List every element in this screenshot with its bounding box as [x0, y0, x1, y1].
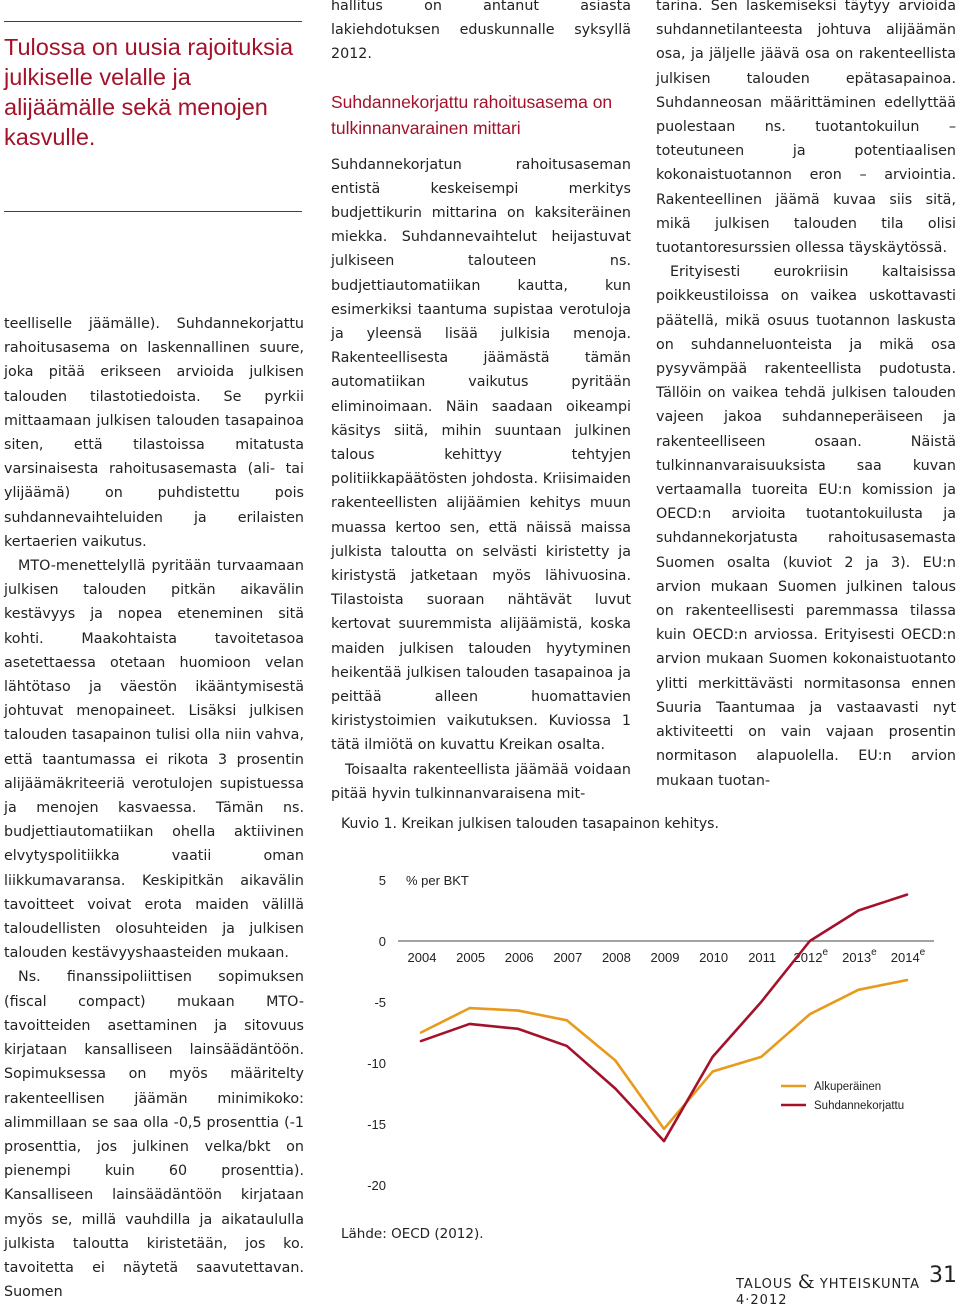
x-tick-label: 2005 [456, 950, 486, 965]
col2-paragraph-3: Toisaalta rakenteellista jäämää voidaan pitää hyvin tulkinnanvaraisena mit- [331, 761, 631, 802]
journal-footer [736, 1271, 960, 1308]
figure-caption: Kuvio 1. Kreikan julkisen talouden tasapainon kehitys. [341, 816, 719, 832]
col2-paragraph-2: Suhdannekorjatun rahoitusaseman entistä keskeisempi merkitys budjettikurin mittarina on kaksiteräinen miekka. Suhdannevaihtelut heijastuvat julkiseen talouteen ns. budjettiautomatiikan kautta, kun esimerkiksi taantuma supistaa verotuloja ja yleensä lisää julkisia menoja. Rakenteellisesta jäämästä tämän automatiikan vaikutus pyritään eliminoimaan. Näin saadaan oikeampi käsitys siitä, mihin suuntaan julkinen talous kehittyy tehtyjen politiikkapäätösten johdosta. Kriisimaiden rakenteellisten alijäämien kehitys muun muassa kertoo sen, että näissä maissa julkista taloutta on selvästi kiristetty ja kiristystä jatketaan myös lähivuosina. Tilastoista suoraan nähtävät luvut kertovat suuremmista alijäämistä, koska maiden julkisen talouden hyytyminen heikentää julkisen talouden tasapainoa ja peittää alleen huomattavien kiristystoimien vaikutuksen. Kuviossa 1 tätä ilmiötä on kuvattu Kreikan osalta. [331, 156, 631, 754]
x-tick-label: 2008 [601, 950, 631, 965]
col3-paragraph-2: Erityisesti eurokriisin kaltaisissa poikkeustiloissa on vaikea uskottavasti päätellä, mikä osuus tuotannon laskusta on suhdanneluonteista ja mikä osa pysyvämpää rakenteellista pudotusta. Tällöin on vaikea tehdä julkisen talouden vajeen jakoa suhdanneperäiseen ja rakenteelliseen osaan. Näistä tulkinnanvaraisuuksista saa kuvan vertaamalla tuoreita EU:n komission ja OECD:n arvioita tuotantokuilusta ja suhdannekorjatusta rahoitusasemasta Suomen osalta (kuviot 2 ja 3). EU:n arvion mukaan Suomen julkinen talous on rakenteellisesti paremmassa tilassa kuin OECD:n arviossa. Erityisesti OECD:n arvion mukaan Suomen kokonaistuotanto ylitti merkittävästi normitasonsa ennen Suuria Taantumaa ja vastaavasti nyt aktiviteetti on vain vajaan prosentin normitason alapuolella. EU:n arvion mukaan tuotan- [656, 264, 956, 789]
journal-name-a: TALOUS [736, 1277, 793, 1292]
y-tick-label: -10 [367, 1056, 386, 1071]
col1-paragraph-1: teelliselle jäämälle). Suhdannekorjattu rahoitusasema on laskennallinen suure, joka pitää erikseen arvioida julkisen talouden tilastotiedoista. Se pyrkii mittaamaan julkisen talouden tasapainoa siten, että tilastoissa mitatusta varsinaisesta rahoitusasemasta (ali- tai ylijäämä) on puhdistettu pois suhdannevaihteluiden ja erilaisten kertaerien vaikutus. [4, 316, 304, 550]
y-tick-label: -5 [374, 995, 386, 1010]
legend-label: Suhdannekorjattu [814, 1100, 905, 1112]
figure-frame [344, 843, 946, 1216]
x-tick-label: 2014e [890, 947, 926, 965]
pull-quote-top-rule [4, 21, 302, 22]
text-column-2 [331, 0, 631, 806]
x-tick-label: 2009 [650, 950, 680, 965]
pull-quote-bottom-rule [4, 211, 302, 212]
col1-paragraph-3: Ns. finanssipoliittisen sopimuksen (fiscal compact) mukaan MTO-tavoitteiden asettaminen ja sitovuus kirjataan kansalliseen lainsäädäntöön. Sopimuksessa on myös määritelty rakenteellisen jäämän minimikoko: alimmillaan se saa olla -0,5 prosenttia (-1 prosenttia, jos julkinen velka/bkt on pienempi kuin 60 prosenttia). Kansalliseen lainsäädäntöön kirjataan myös se, millä vauhdilla ja aikataululla julkista taloutta kiristetään, jos ko. tavoitetta ei näytetä saavutettavan. Suomen [4, 969, 304, 1301]
text-column-3 [656, 0, 956, 793]
x-tick-label: 2011 [748, 950, 777, 965]
pull-quote-text: Tulossa on uusia rajoituksia julkiselle velalle ja alijäämälle sekä menojen kasvulle. [4, 34, 294, 150]
section-heading: Suhdannekorjattu rahoitusasema on tulkinnanvarainen mittari [331, 91, 613, 138]
line-chart [344, 843, 946, 1216]
figure-source: Lähde: OECD (2012). [341, 1226, 484, 1242]
x-tick-label: 2007 [553, 950, 583, 965]
col3-paragraph-1: tarina. Sen laskemiseksi täytyy arvioida suhdannetilanteesta johtuva alijäämän osa, ja jäljelle jäävä osa on rakenteellista julkisen talouden epätasapainoa. Suhdanneosan määrittäminen edellyttää puolestaan ns. tuotantokuilun – toteutuneen ja potentiaalisen kokonaistuotannon eron – arviointia. Rakenteellinen jäämä kuvaa siis sitä, mikä julkisen talouden tila olisi tuotantoresurssien ollessa täyskäytössä. [656, 0, 956, 257]
journal-issue: 4·2012 [736, 1293, 788, 1308]
x-tick-label: 2012e [793, 947, 829, 965]
x-tick-label: 2004 [407, 950, 437, 965]
legend-label: Alkuperäinen [814, 1081, 882, 1093]
pull-quote [4, 32, 300, 152]
x-tick-label: 2006 [504, 950, 534, 965]
y-tick-label: 0 [378, 934, 386, 949]
col1-paragraph-2: MTO-menettelyllä pyritään turvaamaan julkisen talouden pitkän aikavälin kestävyys ja nopea eteneminen sitä kohti. Maakohtaista tavoitetasoa asetettaessa otetaan huomioon velan lähtötaso ja väestön ikääntymisestä johtuvat menopaineet. Lisäksi julkisen talouden tasapainon tulisi olla niin vahva, että taantumassa ei rikota 3 prosentin alijäämäkriteeriä verotulojen supistuessa ja menojen kasvaessa. Tämän ns. budjettiautomatiikan ohella aktiivinen elvytyspolitiikka vaatii oman liikkumavaransa. Keskipitkän aikavälin tavoitteet voivat erota maiden välillä taloudellisten olosuhteiden ja julkisen talouden kestävyyshaasteiden mukaan. [4, 558, 304, 962]
y-tick-label: 5 [378, 873, 386, 888]
journal-name-b: YHTEISKUNTA [819, 1277, 921, 1292]
x-tick-label: 2010 [699, 950, 729, 965]
y-tick-label: -20 [367, 1178, 386, 1193]
journal-ampersand: & [797, 1271, 815, 1293]
x-tick-label: 2013e [842, 947, 877, 965]
text-column-1 [4, 312, 304, 1304]
page-number: 31 [929, 1263, 957, 1288]
y-tick-label: -15 [367, 1117, 386, 1132]
col2-paragraph-1: hallitus on antanut asiasta lakiehdotuksen eduskunnalle syksyllä 2012. [331, 0, 631, 63]
y-axis-unit-label: % per BKT [406, 873, 469, 888]
